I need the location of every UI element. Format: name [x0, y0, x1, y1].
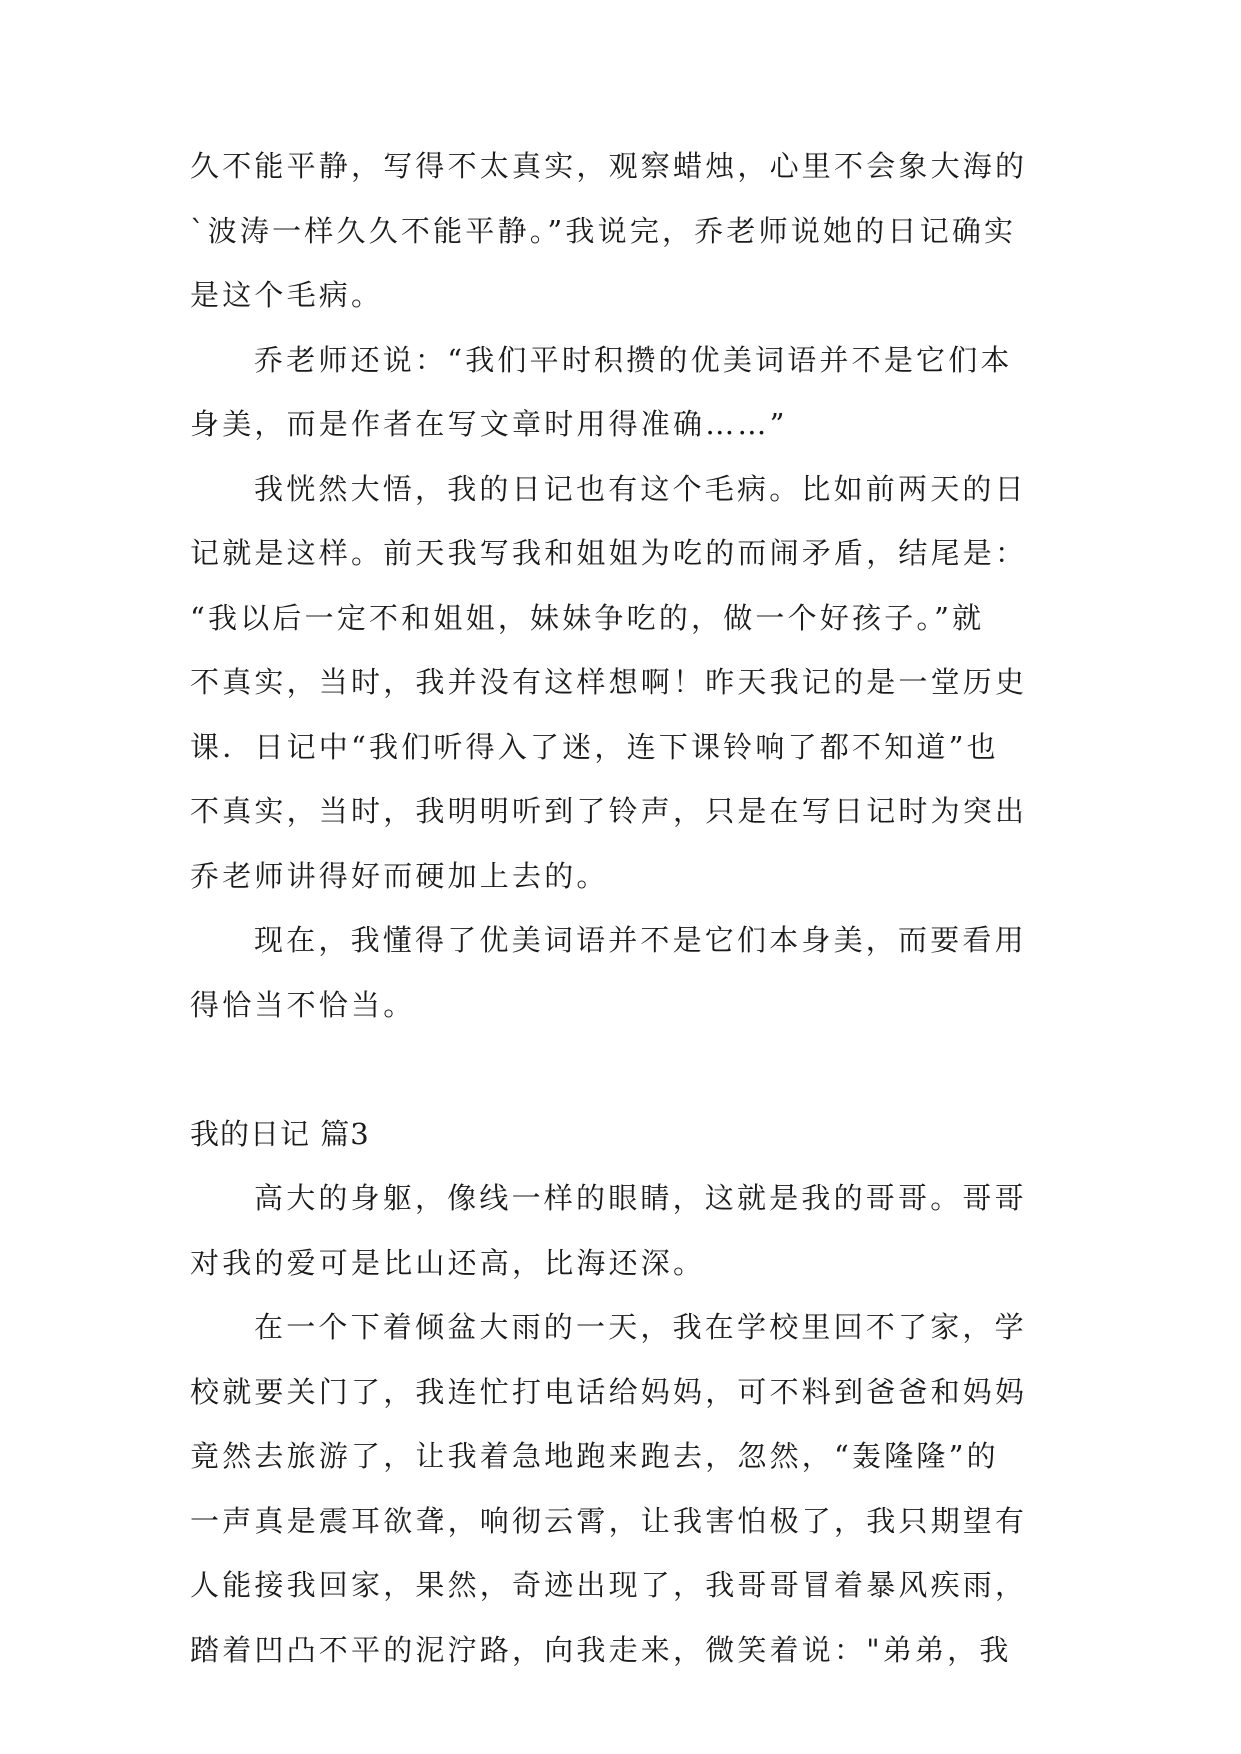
text-line: 久不能平静，写得不太真实，观察蜡烛，心里不会象大海的	[190, 149, 1028, 183]
text-line: 人能接我回家，果然，奇迹出现了，我哥哥冒着暴风疾雨，	[190, 1568, 1028, 1602]
text-line: 校就要关门了，我连忙打电话给妈妈，可不料到爸爸和妈妈	[190, 1375, 1028, 1409]
text-line: 竟然去旅游了，让我着急地跑来跑去，忽然，“轰隆隆”的	[190, 1439, 999, 1473]
text-line: 身美，而是作者在写文章时用得准确……”	[190, 407, 788, 441]
text-line: 得恰当不恰当。	[190, 988, 416, 1022]
paragraph-line: 在一个下着倾盆大雨的一天，我在学校里回不了家，学	[254, 1310, 1027, 1344]
text-line: “我以后一定不和姐姐，妹妹争吃的，做一个好孩子。”就	[190, 601, 985, 635]
text-line: 记就是这样。前天我写我和姐姐为吃的而闹矛盾，结尾是：	[190, 536, 1028, 570]
paragraph-line: 乔老师还说：“我们平时积攒的优美词语并不是它们本	[254, 343, 1013, 377]
text-line: 不真实，当时，我明明听到了铃声，只是在写日记时为突出	[190, 794, 1028, 828]
paragraph-line: 我恍然大悟，我的日记也有这个毛病。比如前两天的日	[254, 472, 1027, 506]
text-line: 是这个毛病。	[190, 278, 384, 312]
text-line: 不真实，当时，我并没有这样想啊！昨天我记的是一堂历史	[190, 665, 1028, 699]
text-line: `波涛一样久久不能平静。”我说完，乔老师说她的日记确实	[190, 214, 1017, 248]
text-line: 课．日记中“我们听得入了迷，连下课铃响了都不知道”也	[190, 730, 999, 764]
text-line: 踏着凹凸不平的泥泞路，向我走来，微笑着说："弟弟，我	[190, 1633, 1012, 1667]
text-line: 一声真是震耳欲聋，响彻云霄，让我害怕极了，我只期望有	[190, 1504, 1028, 1538]
paragraph-line: 高大的身躯，像线一样的眼睛，这就是我的哥哥。哥哥	[254, 1181, 1027, 1215]
text-line: 对我的爱可是比山还高，比海还深。	[190, 1246, 706, 1280]
paragraph-line: 现在，我懂得了优美词语并不是它们本身美，而要看用	[254, 923, 1027, 957]
text-line: 乔老师讲得好而硬加上去的。	[190, 859, 609, 893]
section-heading: 我的日记 篇3	[190, 1117, 370, 1151]
